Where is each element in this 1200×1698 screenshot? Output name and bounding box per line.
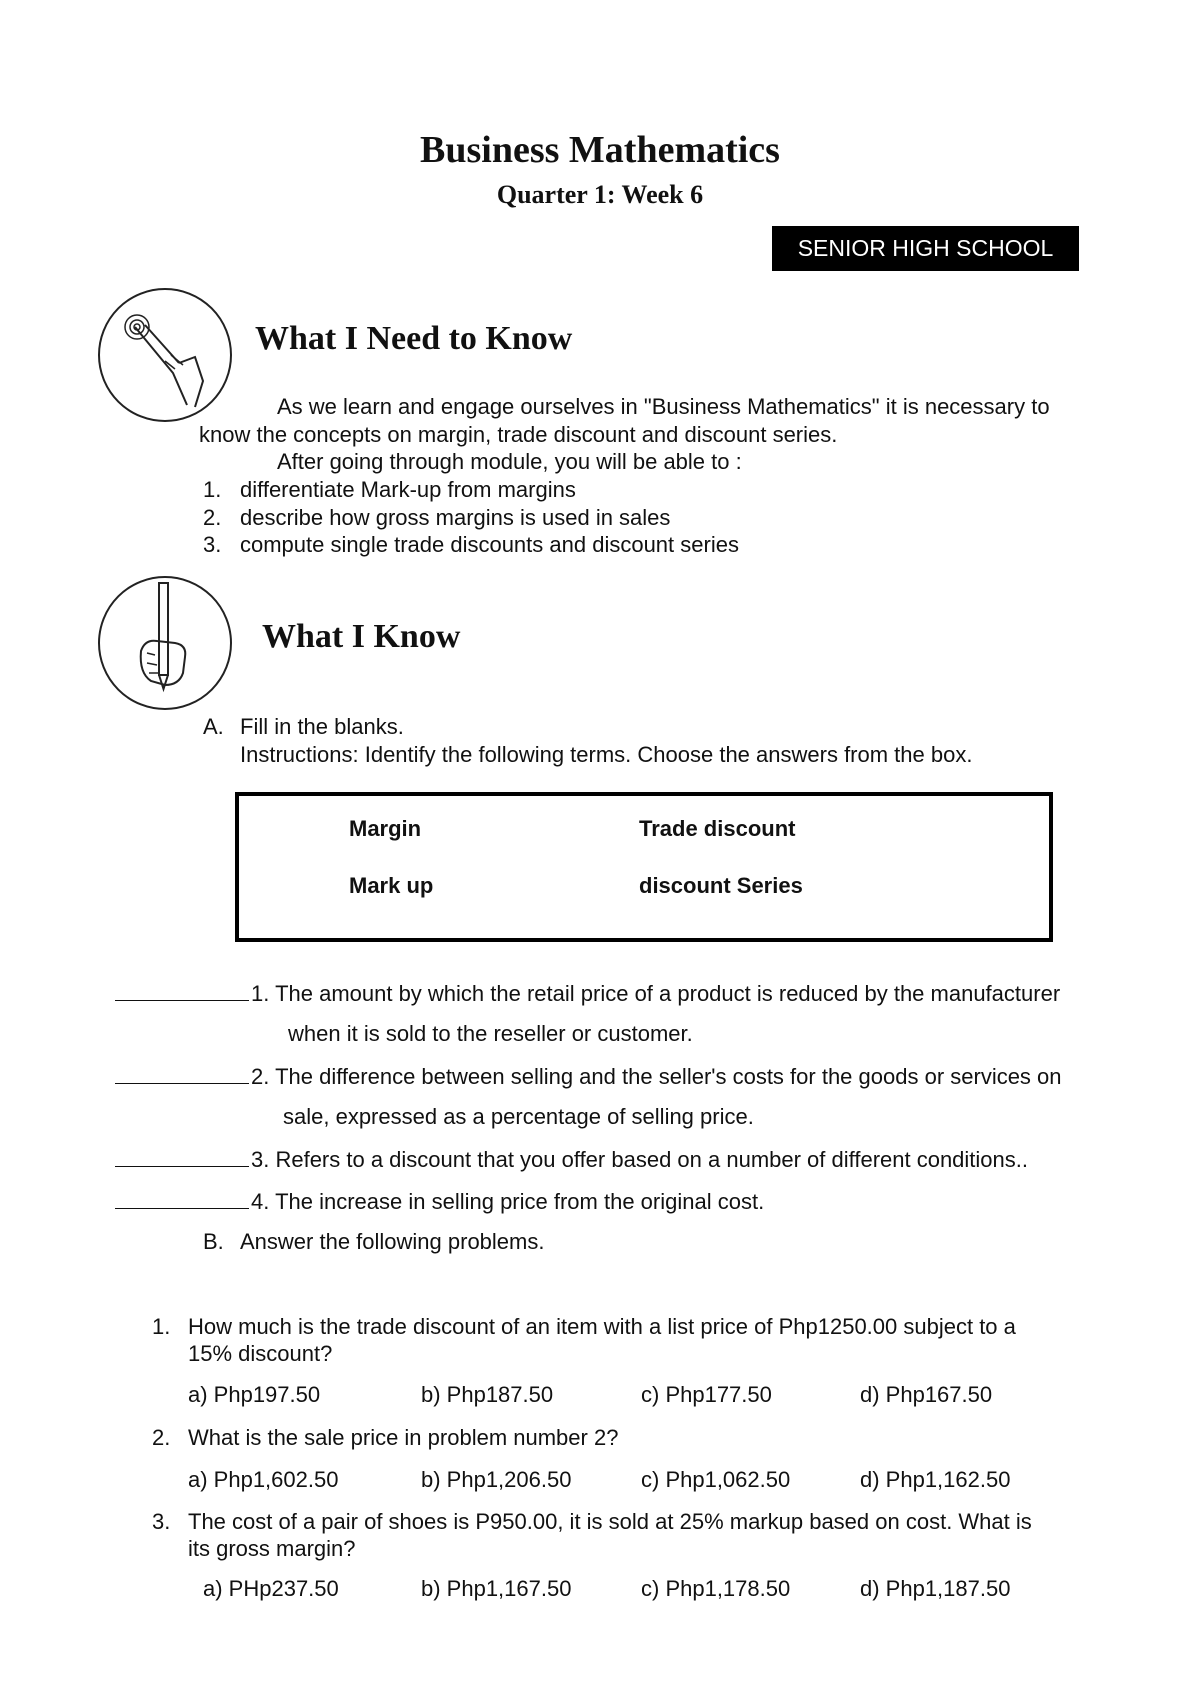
- choice-c[interactable]: c) Php177.50: [641, 1382, 772, 1407]
- choice-a[interactable]: a) Php1,602.50: [188, 1467, 339, 1492]
- term-trade-discount: Trade discount: [639, 816, 796, 841]
- objective-text: differentiate Mark-up from margins: [240, 477, 576, 502]
- choice-d[interactable]: d) Php1,162.50: [860, 1467, 1011, 1492]
- need-to-know-heading: What I Need to Know: [255, 320, 573, 357]
- what-i-know-heading: What I Know: [262, 618, 461, 655]
- fill-item-text: 1. The amount by which the retail price of a product is reduced by the manufacturer: [251, 981, 1061, 1006]
- problem-text: 15% discount?: [188, 1341, 333, 1366]
- part-a-instructions: Instructions: Identify the following terms. Choose the answers from the box.: [240, 742, 973, 767]
- objective-number: 1.: [203, 477, 222, 502]
- fill-item-text: 3. Refers to a discount that you offer based on a number of different conditions..: [251, 1147, 1029, 1172]
- part-a-title: Fill in the blanks.: [240, 714, 404, 739]
- choice-c[interactable]: c) Php1,178.50: [641, 1576, 791, 1601]
- fill-item: [115, 1063, 1062, 1091]
- problem-text: its gross margin?: [188, 1536, 356, 1561]
- objective-text: describe how gross margins is used in sales: [240, 505, 671, 530]
- school-level-badge: SENIOR HIGH SCHOOL: [772, 226, 1079, 271]
- problem-text: How much is the trade discount of an item with a list price of Php1250.00 subject to a: [188, 1314, 1016, 1339]
- fill-item-text: 2. The difference between selling and the seller's costs for the goods or services on: [251, 1064, 1062, 1089]
- fill-item: [115, 1188, 764, 1216]
- objective-number: 3.: [203, 532, 222, 557]
- term-discount-series: discount Series: [639, 873, 803, 898]
- problem-number: 3.: [152, 1509, 171, 1534]
- term-mark-up: Mark up: [349, 873, 434, 898]
- choice-c[interactable]: c) Php1,062.50: [641, 1467, 791, 1492]
- part-a-label: A.: [203, 714, 224, 739]
- answer-blank[interactable]: [115, 1063, 249, 1084]
- fill-item: [115, 980, 1060, 1008]
- problem-text: What is the sale price in problem number 2?: [188, 1425, 619, 1450]
- answer-choices-box: [235, 792, 1053, 942]
- choice-b[interactable]: b) Php1,167.50: [421, 1576, 572, 1601]
- intro-line-1: As we learn and engage ourselves in "Business Mathematics" it is necessary to: [277, 394, 1050, 419]
- intro-line-3: After going through module, you will be able to :: [277, 449, 742, 474]
- problem-number: 2.: [152, 1425, 171, 1450]
- answer-blank[interactable]: [115, 1146, 249, 1167]
- choice-a[interactable]: a) PHp237.50: [203, 1576, 339, 1601]
- fill-item-continuation: when it is sold to the reseller or customer.: [288, 1021, 693, 1046]
- answer-blank[interactable]: [115, 980, 249, 1001]
- choice-b[interactable]: b) Php187.50: [421, 1382, 554, 1407]
- intro-line-2: know the concepts on margin, trade discount and discount series.: [199, 422, 838, 447]
- fill-item-text: 4. The increase in selling price from the original cost.: [251, 1189, 765, 1214]
- objective-text: compute single trade discounts and discount series: [240, 532, 739, 557]
- problem-number: 1.: [152, 1314, 171, 1339]
- part-b-title: Answer the following problems.: [240, 1229, 545, 1254]
- choice-a[interactable]: a) Php197.50: [188, 1382, 321, 1407]
- answer-blank[interactable]: [115, 1188, 249, 1209]
- fill-item: [115, 1146, 1028, 1174]
- objective-number: 2.: [203, 505, 222, 530]
- page-title: Business Mathematics: [420, 129, 780, 171]
- choice-b[interactable]: b) Php1,206.50: [421, 1467, 572, 1492]
- touch-hand-icon: [95, 285, 235, 425]
- fill-item-continuation: sale, expressed as a percentage of selling price.: [283, 1104, 754, 1129]
- page-subtitle: Quarter 1: Week 6: [496, 180, 704, 209]
- choice-d[interactable]: d) Php167.50: [860, 1382, 993, 1407]
- problem-text: The cost of a pair of shoes is P950.00, it is sold at 25% markup based on cost. What is: [188, 1509, 1032, 1534]
- choice-d[interactable]: d) Php1,187.50: [860, 1576, 1011, 1601]
- term-margin: Margin: [349, 816, 422, 841]
- part-b-label: B.: [203, 1229, 224, 1254]
- pencil-hand-icon: [95, 573, 235, 713]
